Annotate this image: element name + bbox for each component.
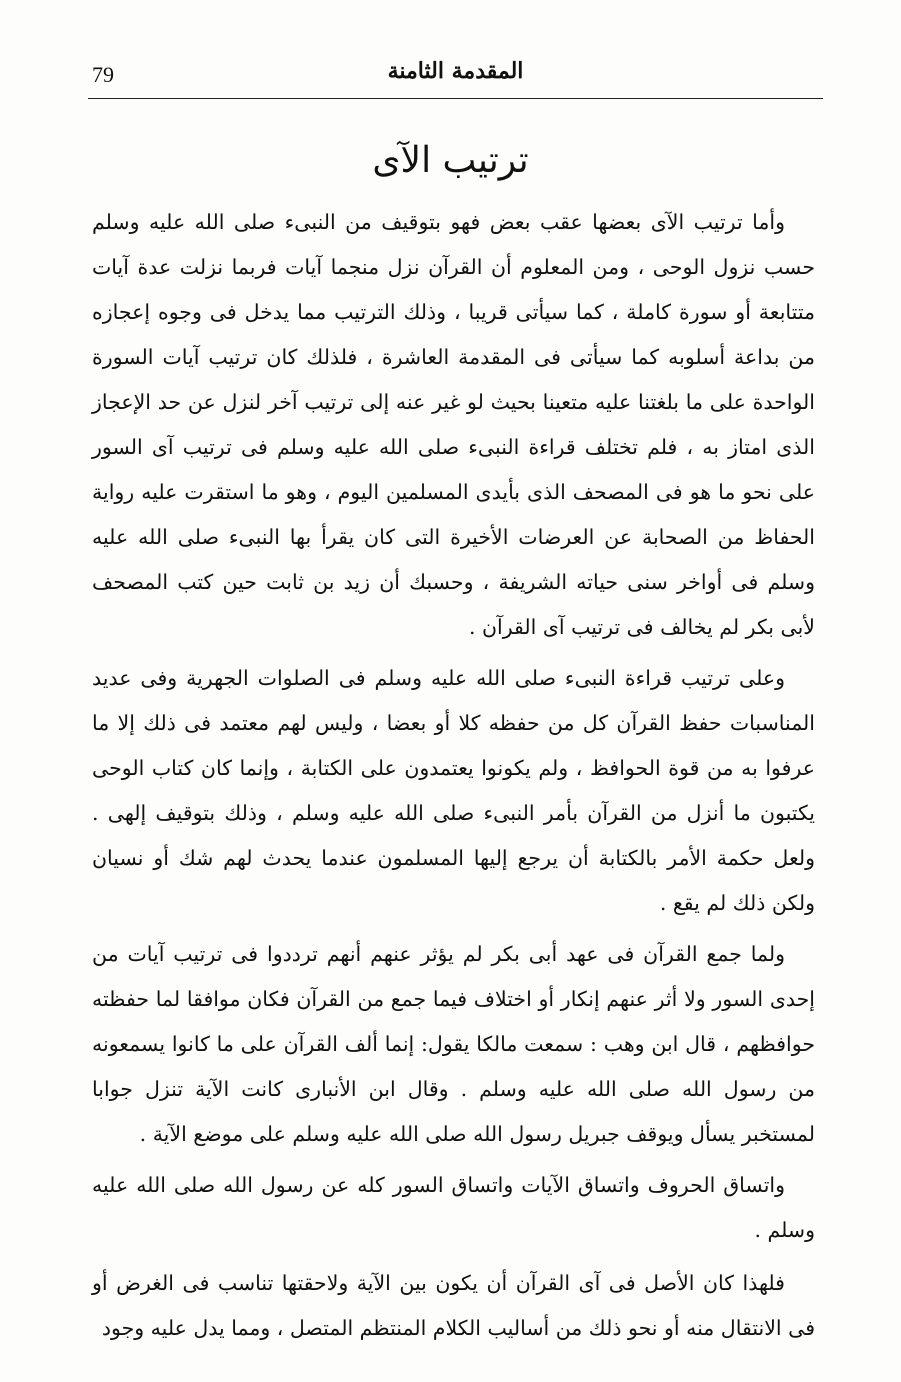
paragraph: ولما جمع القرآن فى عهد أبى بكر لم يؤثر عنهم أنهم ترددوا فى ترتيب آيات من إحدى السور ولا أثر عنهم إنكار أو اختلاف فيما جمع من القرآن فكان موافقا لما حفظته حوافظهم ، قال ابن وهب : سمعت مالكا يقول: إنما ألف القرآن على ما كانوا يسمعونه من رسول الله صلى الله عليه وسلم . وقال ابن الأنبارى كانت الآية تنزل جوابا لمستخبر يسأل ويوقف جبريل رسول الله صلى الله عليه وسلم على موضع الآية .: [92, 942, 815, 1146]
section-title: ترتيب الآى: [372, 140, 529, 181]
paragraph: وأما ترتيب الآى بعضها عقب بعض فهو بتوقيف من النبىء صلى الله عليه وسلم حسب نزول الوحى ، ومن المعلوم أن القرآن نزل منجما آيات فربما نزلت عدة آيات متتابعة أو سورة كاملة ، كما سيأتى قريبا ، وذلك الترتيب مما يدخل فى وجوه إعجازه من بداعة أسلوبه كما سيأتى فى المقدمة العاشرة ، فلذلك كان ترتيب آيات السورة الواحدة على ما بلغتنا عليه متعينا بحيث لو غير عنه إلى ترتيب آخر لنزل عن حد الإعجاز الذى امتاز به ، فلم تختلف قراءة النبىء صلى الله عليه وسلم فى ترتيب آى السور على نحو ما هو فى المصحف الذى بأيدى المسلمين اليوم ، وهو ما استقرت عليه رواية الحفاظ من الصحابة عن العرضات الأخيرة التى كان يقرأ بها النبىء صلى الله عليه وسلم فى أواخر سنى حياته الشريفة ، وحسبك أن زيد بن ثابت حين كتب المصحف لأبى بكر لم يخالف فى ترتيب آى القرآن .: [92, 210, 815, 639]
page-number: 79: [92, 62, 114, 87]
paragraph: واتساق الحروف واتساق الآيات واتساق السور كله عن رسول الله صلى الله عليه وسلم .: [92, 1173, 815, 1242]
paragraph: وعلى ترتيب قراءة النبىء صلى الله عليه وسلم فى الصلوات الجهرية وفى عديد المناسبات حفظ القرآن كل من حفظه كلا أو بعضا ، وليس لهم معتمد فى ذلك إلا ما عرفوا به من قوة الحوافظ ، ولم يكونوا يعتمدون على الكتابة ، وإنما كان كتاب الوحى يكتبون ما أنزل من القرآن بأمر النبىء صلى الله عليه وسلم ، وذلك بتوقيف إلهى . ولعل حكمة الأمر بالكتابة أن يرجع إليها المسلمون عندما يحدث لهم شك أو نسيان ولكن ذلك لم يقع .: [92, 666, 815, 915]
page-header: [88, 58, 823, 99]
running-head: المقدمة الثامنة: [387, 58, 524, 84]
paragraph: فلهذا كان الأصل فى آى القرآن أن يكون بين الآية ولاحقتها تناسب فى الغرض أو فى الانتقال منه أو نحو ذلك من أساليب الكلام المنتظم المتصل ، ومما يدل عليه وجود: [92, 1271, 815, 1340]
body-text: [92, 200, 815, 1357]
